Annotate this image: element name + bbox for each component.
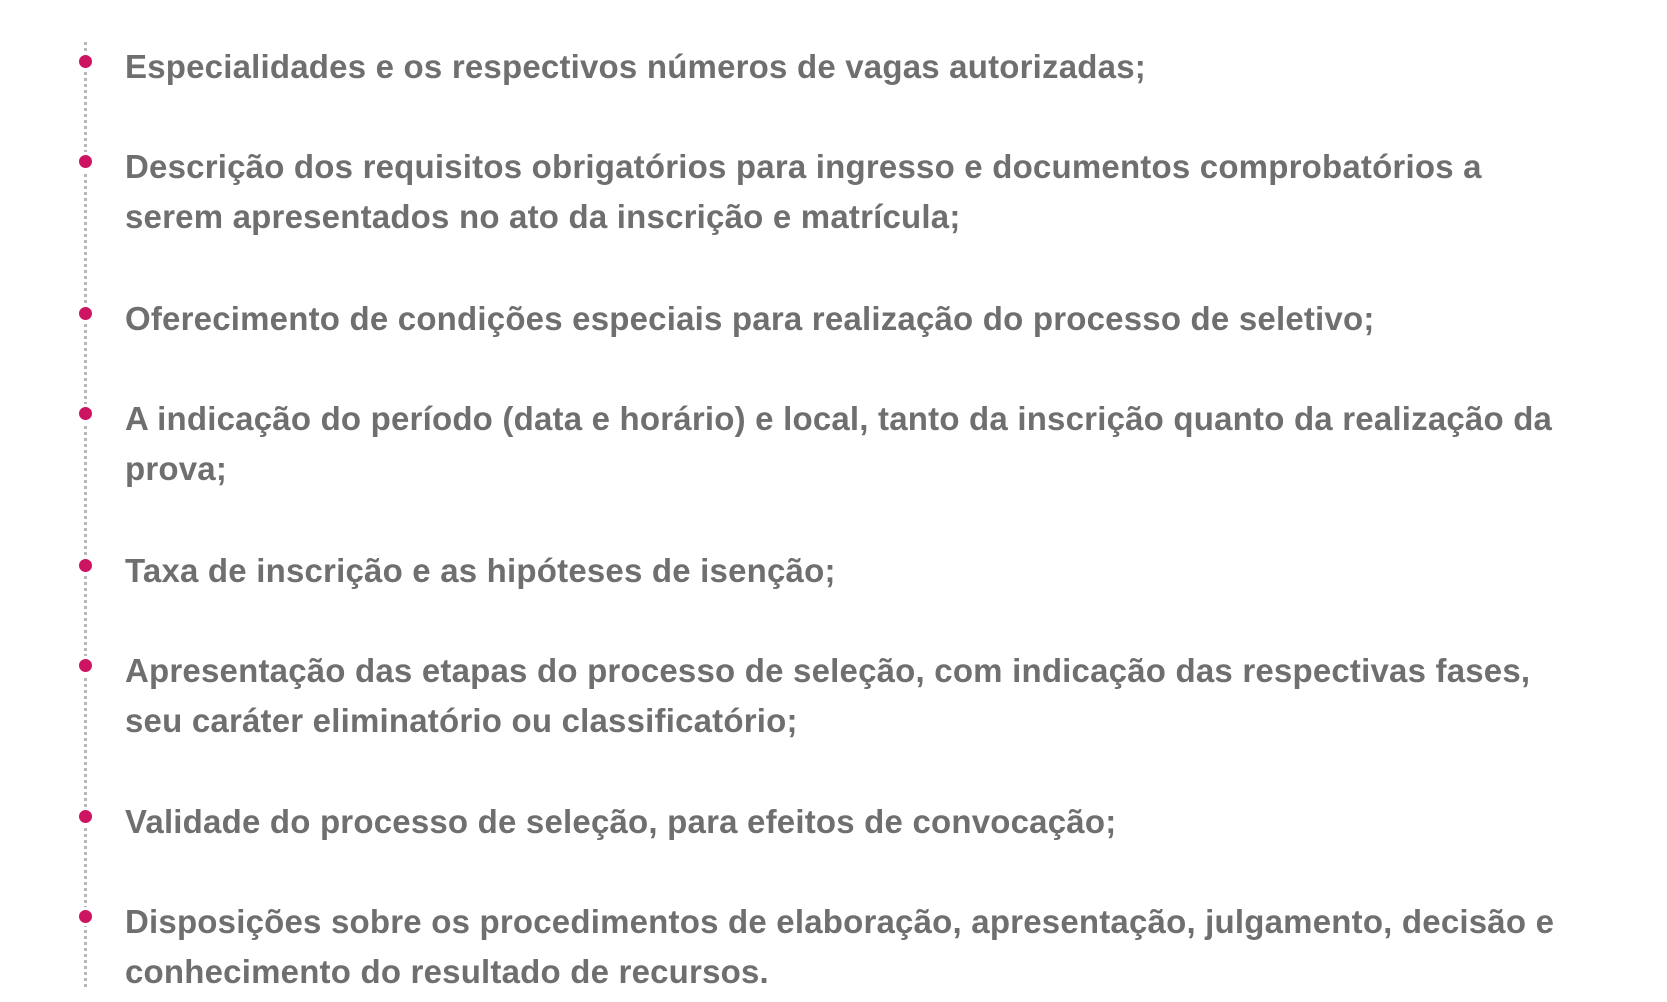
bullet-dot-icon [76, 807, 95, 826]
list-item-text: Taxa de inscrição e as hipóteses de isenção; [125, 552, 836, 589]
bullet-dot-icon [76, 907, 95, 926]
list-item-text: Descrição dos requisitos obrigatórios para ingresso e documentos comprobatórios a serem apresentados no ato da inscrição e matrícula; [125, 148, 1482, 235]
bullet-dot-icon [76, 656, 95, 675]
bullet-dot-icon [76, 404, 95, 423]
list-item-text: Apresentação das etapas do processo de seleção, com indicação das respectivas fases, seu caráter eliminatório ou classificatório; [125, 652, 1531, 739]
list-item-text: A indicação do período (data e horário) e local, tanto da inscrição quanto da realização da prova; [125, 400, 1553, 487]
bullet-dot-icon [76, 304, 95, 323]
bullet-dot-icon [76, 52, 95, 71]
list-item-text: Disposições sobre os procedimentos de elaboração, apresentação, julgamento, decisão e conhecimento do resultado de recursos. [125, 903, 1555, 990]
list-item-text: Especialidades e os respectivos números de vagas autorizadas; [125, 48, 1146, 85]
list-item-text: Validade do processo de seleção, para efeitos de convocação; [125, 803, 1117, 840]
list-item-text: Oferecimento de condições especiais para realização do processo de seletivo; [125, 300, 1375, 337]
bullet-dot-icon [76, 556, 95, 575]
bullet-dot-icon [76, 152, 95, 171]
